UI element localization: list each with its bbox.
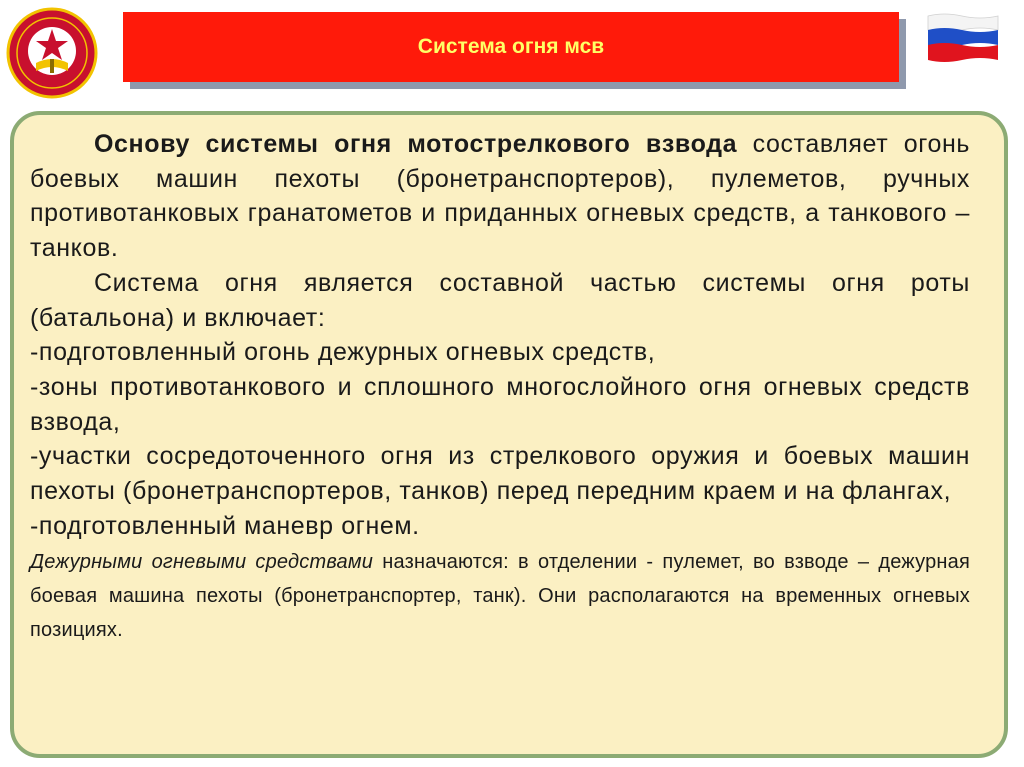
paragraph-intro <box>30 127 970 266</box>
intro-text: составляет огонь боевых машин пехоты (бронетранспортеров), пулеметов, ручных противотанковых гранатометов и приданных огневых средств, а танкового – танков. <box>30 130 970 263</box>
list-item: -подготовленный огонь дежурных огневых средств, <box>30 338 656 367</box>
paragraph-note <box>30 545 970 647</box>
title-banner <box>123 12 899 82</box>
paragraph-system: Система огня является составной частью системы огня роты (батальона) и включает: <box>30 268 970 332</box>
list-item: -подготовленный маневр огнем. <box>30 511 420 540</box>
list-item: -зоны противотанкового и сплошного многослойного огня огневых средств взвода, <box>30 372 970 436</box>
academy-emblem-icon <box>6 7 98 99</box>
note-text: назначаются: в отделении - пулемет, во взводе – дежурная боевая машина пехоты (бронетранспортер, танк). Они располагаются на временных огневых позициях. <box>30 551 970 642</box>
russian-flag-icon <box>924 12 1002 66</box>
note-italic-text: Дежурными огневыми средствами <box>30 551 374 574</box>
intro-bold-text: Основу системы огня мотострелкового взвода <box>94 130 738 158</box>
page-title: Система огня мсв <box>417 35 605 58</box>
content-text <box>30 127 970 647</box>
list-item: -участки сосредоточенного огня из стрелкового оружия и боевых машин пехоты (бронетранспортеров, танков) перед передним краем и на флангах, <box>30 442 970 506</box>
